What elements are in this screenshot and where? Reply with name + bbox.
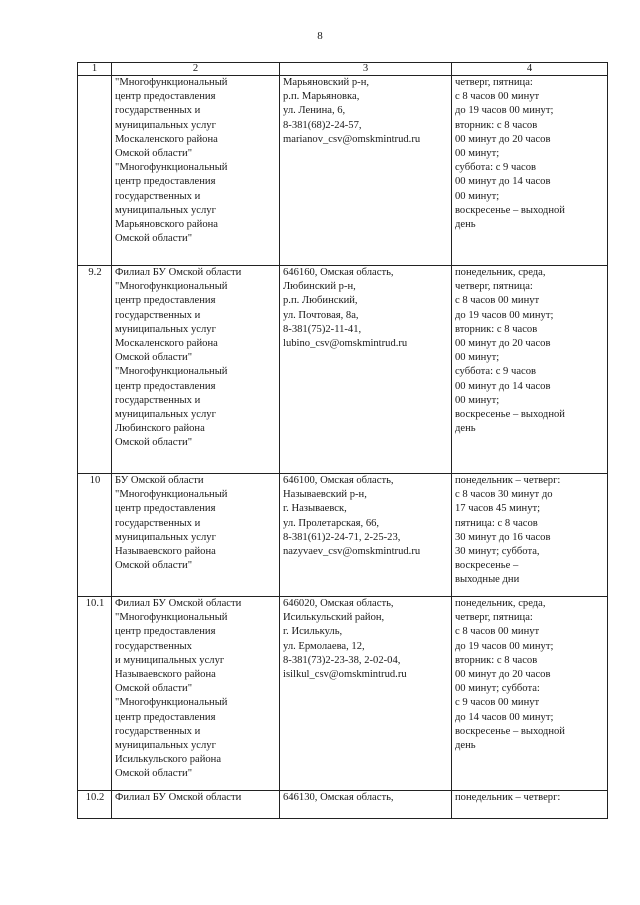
working-hours-line: воскресенье – выходной [455,725,565,737]
working-hours-line: 30 минут; суббота, [455,546,540,558]
working-hours-cell [452,597,608,791]
table-row [78,597,608,791]
table-row [78,76,608,266]
working-hours-line: выходные дни [455,574,520,586]
org-name-line: центр предоставления [115,626,216,638]
working-hours-line: понедельник – четверг: [455,792,561,803]
table-row [78,791,608,819]
org-name-line: муниципальных услуг [115,119,216,131]
address-line: ул. Почтовая, 8а, [283,309,359,321]
working-hours-cell [452,266,608,474]
working-hours-line: 17 часов 45 минут; [455,503,541,515]
org-name-line: государственных и [115,309,201,321]
org-name-line: Омской области" [115,352,193,364]
org-name-line: Филиал БУ Омской области [115,792,242,803]
org-name-line: Называевского района [115,546,216,558]
working-hours-line: суббота: с 9 часов [455,366,537,378]
row-number: 10 [78,474,112,597]
org-name-line: муниципальных услуг [115,409,216,421]
address-cell [280,597,452,791]
org-name-line: Омской области" [115,768,193,780]
working-hours-line: 00 минут; [455,190,500,202]
address-cell [280,76,452,266]
org-name-line: Омской области" [115,233,193,245]
header-col-3: 3 [280,63,452,76]
working-hours-line: вторник: с 8 часов [455,119,538,131]
page-number: 8 [317,30,323,42]
working-hours-line: четверг, пятница: [455,77,533,88]
header-col-4: 4 [452,63,608,76]
header-row [78,63,608,76]
org-name-line: центр предоставления [115,176,216,188]
address-line: р.п. Любинский, [283,295,358,307]
working-hours-line: с 8 часов 00 минут [455,626,540,638]
working-hours-line: 00 минут до 20 часов [455,338,551,350]
address-line: ул. Пролетарская, 66, [283,517,380,529]
org-name-cell [112,791,280,819]
address-cell [280,474,452,597]
org-name-line: "Многофункциональный [115,489,228,501]
org-name-line: муниципальных услуг [115,323,216,335]
address-line: г. Называевск, [283,503,347,515]
row-number: 9.2 [78,266,112,474]
address-line: isilkul_csv@omskmintrud.ru [283,669,407,681]
org-name-line: "Многофункциональный [115,77,228,88]
working-hours-line: понедельник, среда, [455,267,546,278]
working-hours-line: воскресенье – выходной [455,204,565,216]
table-row [78,474,608,597]
org-name-line: "Многофункциональный [115,366,228,378]
org-name-line: БУ Омской области [115,475,204,486]
org-name-line: центр предоставления [115,91,216,103]
org-name-line: Любинского района [115,423,205,435]
working-hours-cell [452,474,608,597]
org-name-line: государственных и [115,725,201,737]
working-hours-line: четверг, пятница: [455,612,533,624]
org-name-line: Филиал БУ Омской области [115,598,242,609]
address-line: 8-381(73)2-23-38, 2-02-04, [283,654,401,666]
org-name-line: государственных и [115,394,201,406]
address-line: Называевский р-н, [283,489,367,501]
working-hours-line: 00 минут до 14 часов [455,176,551,188]
working-hours-line: день [455,423,476,435]
working-hours-line: до 19 часов 00 минут; [455,640,554,652]
org-name-cell [112,597,280,791]
org-name-line: муниципальных услуг [115,204,216,216]
working-hours-line: 00 минут; [455,352,500,364]
org-name-line: Филиал БУ Омской области [115,267,242,278]
org-name-line: центр предоставления [115,380,216,392]
org-name-cell [112,266,280,474]
working-hours-line: понедельник – четверг: [455,475,561,486]
org-name-line: Марьяновского района [115,219,218,231]
org-name-cell [112,76,280,266]
address-line: 8-381(61)2-24-71, 2-25-23, [283,531,401,543]
working-hours-line: до 14 часов 00 минут; [455,711,554,723]
working-hours-line: с 8 часов 00 минут [455,91,540,103]
address-line: Марьяновский р-н, [283,77,370,88]
org-name-line: Исилькульского района [115,754,222,766]
row-number [78,76,112,266]
org-name-line: Москаленского района [115,133,218,145]
org-name-line: государственных и [115,190,201,202]
address-line: 646160, Омская область, [283,267,394,278]
org-name-line: "Многофункциональный [115,612,228,624]
working-hours-line: вторник: с 8 часов [455,323,538,335]
org-name-line: Омской области" [115,683,193,695]
table-row [78,266,608,474]
working-hours-line: понедельник, среда, [455,598,546,609]
working-hours-line: четверг, пятница: [455,281,533,293]
address-line: г. Исилькуль, [283,626,343,638]
working-hours-line: 00 минут; [455,394,500,406]
working-hours-line: суббота: с 9 часов [455,162,537,174]
working-hours-line: с 9 часов 00 минут [455,697,540,709]
org-name-line: Москаленского района [115,338,218,350]
address-cell [280,266,452,474]
address-line: marianov_csv@omskmintrud.ru [283,133,421,145]
org-name-line: Омской области" [115,437,193,449]
org-name-line: муниципальных услуг [115,531,216,543]
mfc-table [77,62,608,819]
working-hours-line: 00 минут до 20 часов [455,133,551,145]
working-hours-line: вторник: с 8 часов [455,654,538,666]
address-line: ул. Ленина, 6, [283,105,346,117]
org-name-line: Омской области" [115,148,193,160]
working-hours-cell [452,791,608,819]
org-name-line: Называевского района [115,669,216,681]
org-name-cell [112,474,280,597]
working-hours-line: с 8 часов 30 минут до [455,489,553,501]
address-line: 8-381(68)2-24-57, [283,119,362,131]
org-name-line: Омской области" [115,560,193,572]
header-col-1: 1 [78,63,112,76]
org-name-line: и муниципальных услуг [115,654,225,666]
working-hours-line: 30 минут до 16 часов [455,531,551,543]
org-name-line: государственных [115,640,192,652]
working-hours-line: день [455,219,476,231]
working-hours-line: день [455,740,476,752]
working-hours-cell [452,76,608,266]
address-cell [280,791,452,819]
org-name-line: "Многофункциональный [115,697,228,709]
org-name-line: государственных и [115,517,201,529]
org-name-line: центр предоставления [115,295,216,307]
org-name-line: "Многофункциональный [115,162,228,174]
working-hours-line: до 19 часов 00 минут; [455,105,554,117]
org-name-line: государственных и [115,105,201,117]
working-hours-line: 00 минут до 14 часов [455,380,551,392]
working-hours-line: 00 минут до 20 часов [455,669,551,681]
row-number: 10.2 [78,791,112,819]
org-name-line: центр предоставления [115,711,216,723]
working-hours-line: до 19 часов 00 минут; [455,309,554,321]
address-line: 8-381(75)2-11-41, [283,323,362,335]
working-hours-line: с 8 часов 00 минут [455,295,540,307]
org-name-line: муниципальных услуг [115,740,216,752]
address-line: Исилькульский район, [283,612,385,624]
working-hours-line: 00 минут; суббота: [455,683,540,695]
address-line: 646100, Омская область, [283,475,394,486]
working-hours-line: пятница: с 8 часов [455,517,538,529]
address-line: р.п. Марьяновка, [283,91,360,103]
address-line: Любинский р-н, [283,281,356,293]
address-line: ул. Ермолаева, 12, [283,640,365,652]
address-line: 646020, Омская область, [283,598,394,609]
address-line: nazyvaev_csv@omskmintrud.ru [283,546,421,558]
org-name-line: "Многофункциональный [115,281,228,293]
org-name-line: центр предоставления [115,503,216,515]
working-hours-line: 00 минут; [455,148,500,160]
address-line: lubino_csv@omskmintrud.ru [283,338,408,350]
row-number: 10.1 [78,597,112,791]
working-hours-line: воскресенье – выходной [455,409,565,421]
working-hours-line: воскресенье – [455,560,519,572]
address-line: 646130, Омская область, [283,792,394,803]
header-col-2: 2 [112,63,280,76]
